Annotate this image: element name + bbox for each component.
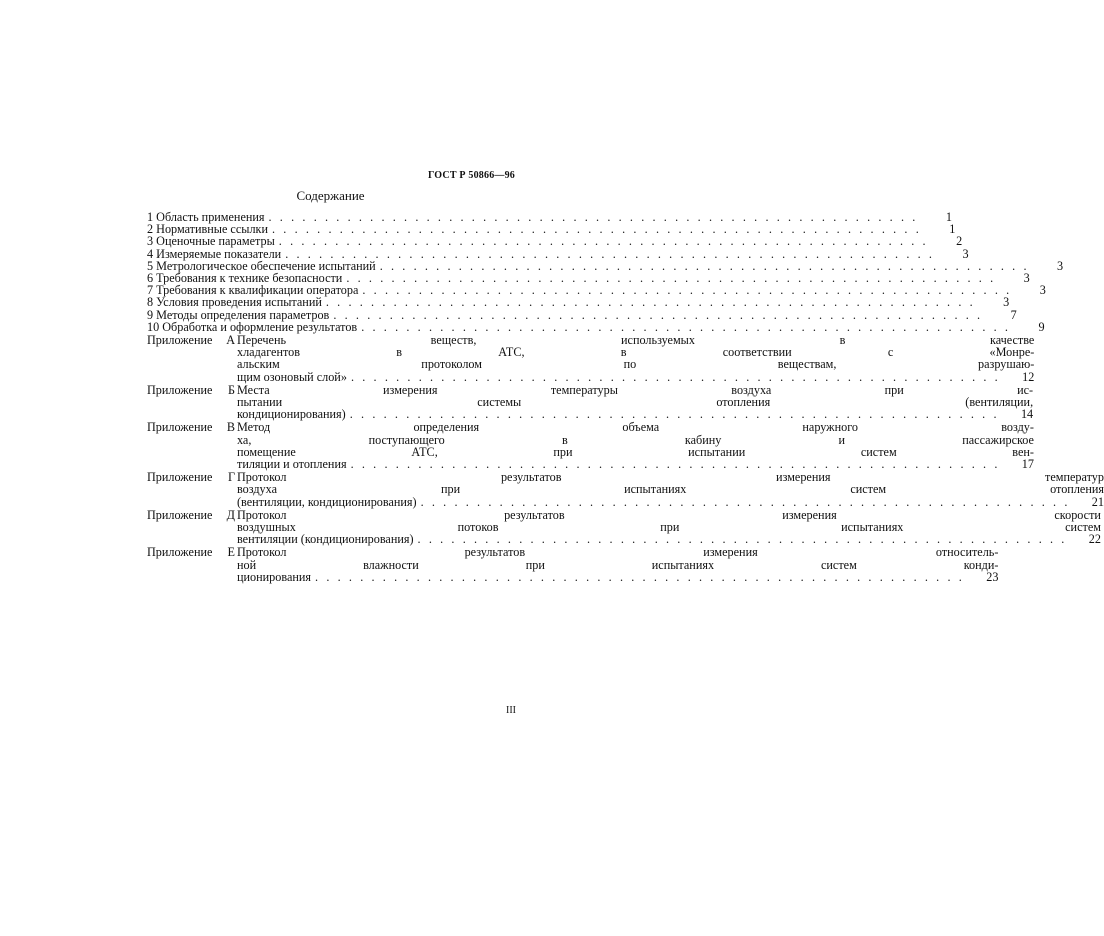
toc-appendix-v[interactable] [147,420,1034,472]
toc-appendix-b[interactable] [147,382,1034,422]
appendix-label: Приложение Б [147,382,235,397]
appendix-label: Приложение А [147,333,235,348]
toc-entry-page: 1 [945,210,952,224]
appendix-title-line: Протокол результатов измерения температур [237,470,1104,485]
appendix-title-line: ционирования [237,569,312,584]
appendix-title-line: Места измерения температуры воздуха при ис- [237,382,1034,397]
dot-leader [417,496,1074,508]
appendix-label: Приложение Д [147,507,235,522]
toc-entry-label: 6 Требования к технике безопасности [147,271,343,286]
toc-appendix-a[interactable] [147,333,1035,384]
appendix-page: 21 [1091,494,1104,509]
toc-appendix-e[interactable] [147,545,999,584]
toc-appendix-d[interactable] [147,507,1101,547]
toc-entry-page: 1 [949,222,956,237]
appendix-page: 12 [1022,369,1035,384]
appendix-title-line: воздуха при испытаниях систем отопления [237,482,1104,497]
toc-entry-label: 7 Требования к квалификации оператора [147,283,359,298]
dot-leader [347,458,1004,470]
appendix-page: 23 [986,569,999,584]
page-number: III [506,705,516,716]
toc-entry-label: 10 Обработка и оформление результатов [147,319,358,334]
appendix-title-line: помещение АТС, при испытании систем вен- [237,444,1034,459]
toc-entry[interactable] [147,319,1045,334]
toc-entry-label: 8 Условия проведения испытаний [147,295,322,310]
dot-leader [329,309,986,321]
toc-entry-page: 3 [1057,258,1064,273]
appendix-page: 22 [1088,532,1101,547]
appendix-title-line: вентиляции (кондиционирования) [237,532,414,547]
appendix-title-line: ха, поступающего в кабину и пассажирское [237,432,1034,447]
toc-appendix-g[interactable] [147,470,1104,509]
appendix-title-line: хладагентов в АТС, в соответствии с «Монре- [237,345,1035,360]
appendix-title-line: воздушных потоков при испытаниях систем [237,520,1101,535]
toc-entry-label: 3 Оценочные параметры [147,234,275,249]
appendix-page: 17 [1021,457,1034,472]
toc-entry-label: 4 Измеряемые показатели [147,246,282,261]
dot-leader [346,408,1003,420]
appendix-title-line: Протокол результатов измерения скорости [237,507,1101,522]
dot-leader [357,321,1014,333]
toc-entry[interactable] [147,307,1017,322]
appendix-title-line: альским протоколом по веществам, разрушаю- [237,357,1035,372]
toc-entry-label: 1 Область применения [147,210,265,224]
appendix-title-line: пытании системы отопления (вентиляции, [237,395,1034,410]
toc-entry-page: 9 [1038,319,1045,334]
page-title: Содержание [296,188,365,203]
toc-entry-label: 5 Метрологическое обеспечение испытаний [147,258,376,273]
dot-leader [322,296,979,308]
appendix-title-line: Перечень веществ, используемых в качестве [237,333,1035,348]
appendix-title-line: кондиционирования) [237,407,346,422]
toc-entry-page: 3 [1023,271,1030,286]
toc-entry[interactable] [147,246,969,261]
appendix-title-line: (вентиляции, кондиционирования) [237,494,417,509]
appendix-title-line: Протокол результатов измерения относитель- [237,545,999,560]
toc-entry[interactable] [147,234,963,249]
appendix-title-line: ной влажности при испытаниях систем конди- [237,557,999,572]
appendix-title-line: щим озоновый слой» [237,369,347,384]
toc-entry-page: 3 [1003,295,1010,310]
dot-leader [281,248,938,260]
appendix-page: 14 [1020,407,1034,422]
appendix-title-line: Метод определения объема наружного возду- [237,420,1034,435]
appendix-label: Приложение Г [147,470,235,485]
appendix-label: Приложение Е [147,545,235,560]
toc-entry-page: 2 [956,234,963,249]
toc-entry-label: 2 Нормативные ссылки [147,222,268,237]
toc-entry[interactable] [147,295,1010,310]
dot-leader [311,571,968,583]
toc-entry-page: 3 [962,246,969,261]
toc-entry-page: 3 [1039,283,1046,298]
document-header: ГОСТ Р 50866—96 [427,170,515,181]
toc-entry-label: 9 Методы определения параметров [147,307,330,322]
table-of-contents [147,210,1104,584]
dot-leader [347,371,1004,383]
toc-entry-page: 7 [1010,307,1017,322]
dot-leader [275,235,932,247]
appendix-label: Приложение В [147,420,235,435]
dot-leader [414,533,1071,545]
appendix-title-line: тиляции и отопления [237,457,347,472]
